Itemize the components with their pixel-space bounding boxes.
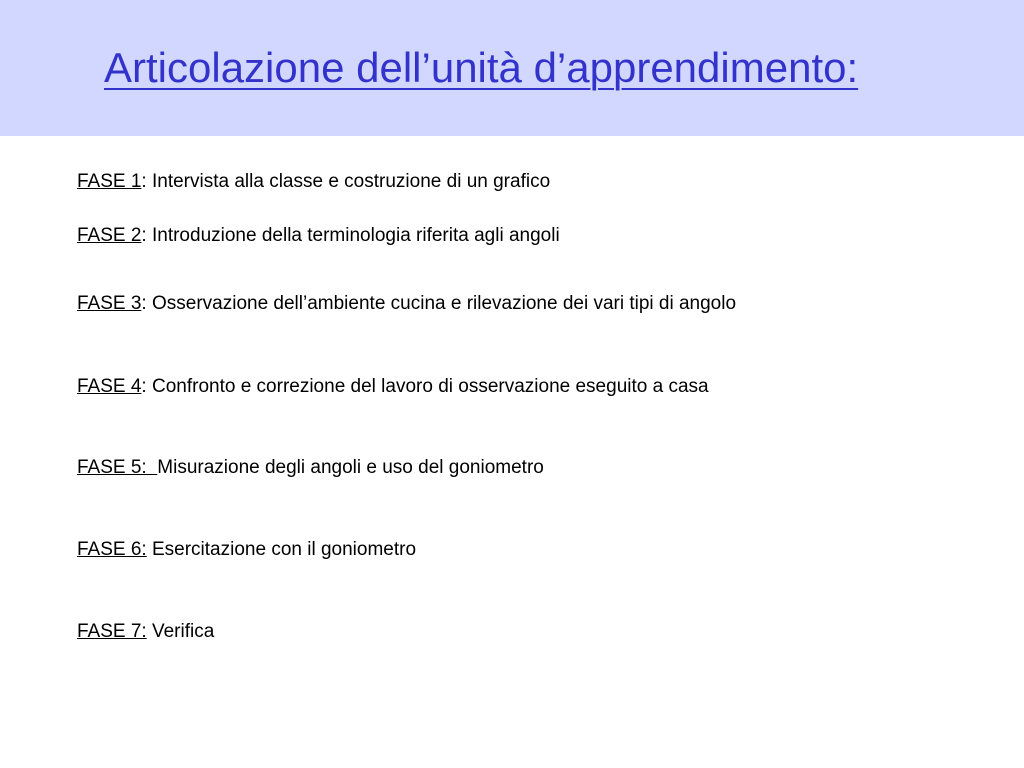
phase-description: Introduzione della terminologia riferita agli angoli xyxy=(151,225,560,246)
phase-item-4 xyxy=(77,376,709,399)
phase-item-3 xyxy=(77,293,736,316)
phase-separator: : xyxy=(141,225,152,246)
phase-item-2 xyxy=(77,225,560,248)
phase-label: FASE 1 xyxy=(77,171,142,192)
phase-label: FASE 7: xyxy=(77,621,147,642)
phase-label: FASE 4 xyxy=(77,376,142,397)
phase-description: Verifica xyxy=(151,621,215,642)
phase-label: FASE 2 xyxy=(77,225,142,246)
phase-description: Confronto e correzione del lavoro di osservazione eseguito a casa xyxy=(151,376,709,397)
phase-description: Osservazione dell’ambiente cucina e rilevazione dei vari tipi di angolo xyxy=(151,293,737,314)
title-band xyxy=(0,0,1024,136)
phase-item-6 xyxy=(77,539,416,562)
phase-item-5 xyxy=(77,457,544,480)
phase-label: FASE 3 xyxy=(77,293,142,314)
phase-item-7 xyxy=(77,621,214,644)
phase-item-1 xyxy=(77,171,550,194)
slide-title: Articolazione dell’unità d’apprendimento: xyxy=(104,44,859,91)
phase-description: Intervista alla classe e costruzione di un grafico xyxy=(151,171,551,192)
phase-separator: : xyxy=(141,376,152,397)
phase-description: Misurazione degli angoli e uso del goniometro xyxy=(157,457,544,478)
phase-label: FASE 5: xyxy=(77,457,158,478)
phase-separator: : xyxy=(141,293,152,314)
phase-separator: : xyxy=(141,171,152,192)
phase-description: Esercitazione con il goniometro xyxy=(151,539,417,560)
phase-label: FASE 6: xyxy=(77,539,147,560)
